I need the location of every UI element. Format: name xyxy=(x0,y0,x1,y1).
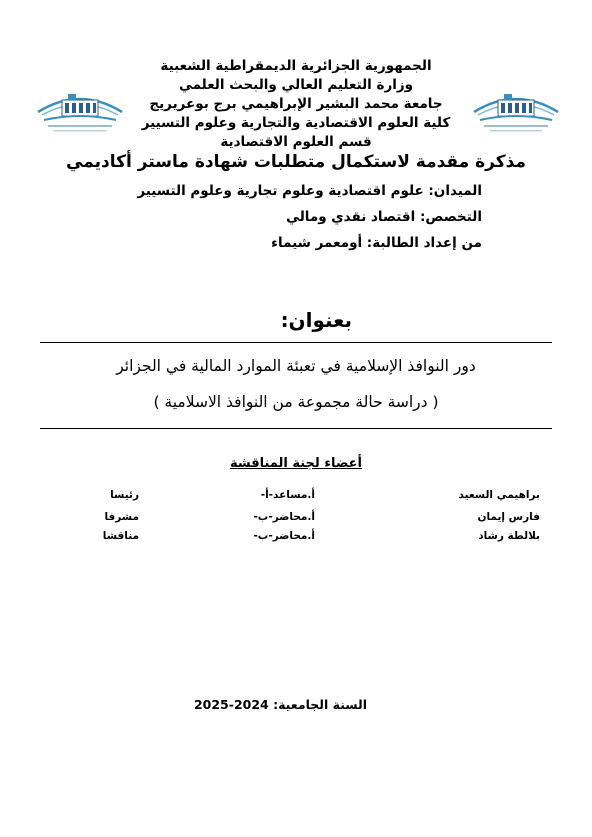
thesis-title-line2: ( دراسة حالة مجموعة من النوافذ الاسلامية ) xyxy=(153,393,439,411)
committee-heading: أعضاء لجنة المناقشة xyxy=(229,456,362,471)
thesis-type: مذكرة مقدمة لاستكمال متطلبات شهادة ماستر أكاديمي xyxy=(66,152,526,172)
academic-year: السنة الجامعية: 2024-2025 xyxy=(193,697,367,712)
header-ministry: وزارة التعليم العالي والبحث العلمي xyxy=(178,77,414,93)
member-rank: أ.محاضر-ب- xyxy=(253,511,315,523)
header-republic: الجمهورية الجزائرية الديمقراطية الشعبية xyxy=(160,58,432,74)
member-rank: أ.محاضر-ب- xyxy=(253,530,315,542)
member-name: فارس إيمان xyxy=(477,511,540,523)
header-faculty: كلية العلوم الاقتصادية والتجارية وعلوم التسيير xyxy=(141,115,451,131)
thesis-title-line1: دور النوافذ الإسلامية في تعبئة الموارد المالية في الجزائر xyxy=(116,357,476,375)
member-role: رئيسا xyxy=(110,489,139,501)
header-department: قسم العلوم الاقتصادية xyxy=(220,134,372,150)
title-heading: بعنوان: xyxy=(280,308,352,332)
title-bottom-rule xyxy=(40,428,552,429)
member-name: بلالطة رشاد xyxy=(478,530,540,542)
member-role: مناقشا xyxy=(102,530,139,542)
member-role: مشرفا xyxy=(104,511,139,523)
thesis-author: من إعداد الطالبة: أومعمر شيماء xyxy=(271,235,482,251)
member-rank: أ.مساعد-أ- xyxy=(260,489,315,501)
member-name: براهيمي السعيد xyxy=(458,489,540,501)
thesis-field: الميدان: علوم اقتصادية وعلوم تجارية وعلوم التسيير xyxy=(137,183,482,199)
title-top-rule xyxy=(40,342,552,343)
thesis-specialty: التخصص: اقتصاد نقدي ومالي xyxy=(286,209,482,225)
header-university: جامعة محمد البشير الإبراهيمي برج بوعريريج xyxy=(149,96,443,112)
